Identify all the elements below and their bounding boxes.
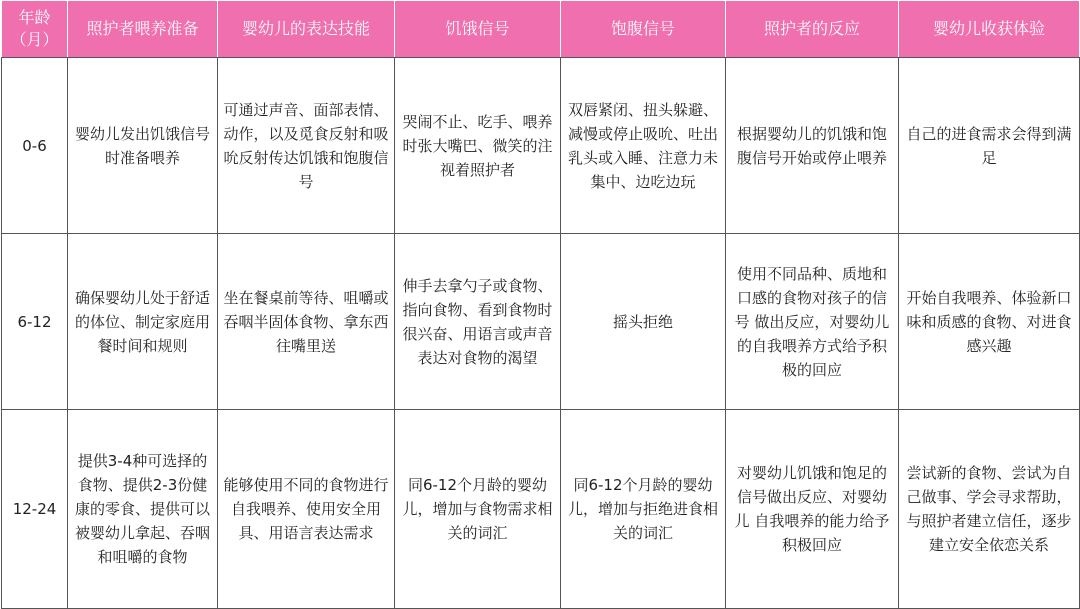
fullness-signals-cell: 同6-12个月龄的婴幼儿，增加与拒绝进食相关的词汇 xyxy=(561,410,726,609)
age-cell: 6-12 xyxy=(2,234,68,410)
header-age xyxy=(2,1,68,58)
feeding-signals-table xyxy=(1,0,1080,609)
caregiver-prep-cell: 提供3-4种可选择的食物、提供2-3份健康的零食、提供可以被婴幼儿拿起、吞咽和咀嚼的食物 xyxy=(68,410,218,609)
fullness-signals-cell: 摇头拒绝 xyxy=(561,234,726,410)
infant-experience-cell: 自己的进食需求会得到满足 xyxy=(899,58,1080,234)
table-row xyxy=(2,234,1080,410)
table-row xyxy=(2,58,1080,234)
age-cell: 12-24 xyxy=(2,410,68,609)
caregiver-response-cell: 根据婴幼儿的饥饿和饱腹信号开始或停止喂养 xyxy=(726,58,899,234)
header-infant-skills: 婴幼儿的表达技能 xyxy=(218,1,395,58)
infant-skills-cell: 能够使用不同的食物进行自我喂养、使用安全用具、用语言表达需求 xyxy=(218,410,395,609)
caregiver-prep-cell: 确保婴幼儿处于舒适的体位、制定家庭用餐时间和规则 xyxy=(68,234,218,410)
header-fullness-signals: 饱腹信号 xyxy=(561,1,726,58)
age-cell: 0-6 xyxy=(2,58,68,234)
header-row xyxy=(2,1,1080,58)
header-caregiver-prep: 照护者喂养准备 xyxy=(68,1,218,58)
table-row xyxy=(2,410,1080,609)
header-infant-experience: 婴幼儿收获体验 xyxy=(899,1,1080,58)
caregiver-prep-cell: 婴幼儿发出饥饿信号时准备喂养 xyxy=(68,58,218,234)
header-age-line2: （月） xyxy=(10,30,59,49)
fullness-signals-cell: 双唇紧闭、扭头躲避、减慢或停止吸吮、吐出乳头或入睡、注意力未集中、边吃边玩 xyxy=(561,58,726,234)
caregiver-response-cell: 对婴幼儿饥饿和饱足的信号做出反应、对婴幼儿 自我喂养的能力给予积极回应 xyxy=(726,410,899,609)
infant-experience-cell: 开始自我喂养、体验新口味和质感的食物、对进食感兴趣 xyxy=(899,234,1080,410)
hunger-signals-cell: 哭闹不止、吃手、喂养时张大嘴巴、微笑的注视着照护者 xyxy=(395,58,561,234)
infant-skills-cell: 坐在餐桌前等待、咀嚼或吞咽半固体食物、拿东西往嘴里送 xyxy=(218,234,395,410)
infant-experience-cell: 尝试新的食物、尝试为自己做事、学会寻求帮助，与照护者建立信任，逐步建立安全依恋关系 xyxy=(899,410,1080,609)
header-age-line1: 年龄 xyxy=(18,8,51,27)
header-caregiver-response: 照护者的反应 xyxy=(726,1,899,58)
hunger-signals-cell: 伸手去拿勺子或食物、指向食物、看到食物时很兴奋、用语言或声音表达对食物的渴望 xyxy=(395,234,561,410)
hunger-signals-cell: 同6-12个月龄的婴幼儿，增加与食物需求相关的词汇 xyxy=(395,410,561,609)
caregiver-response-cell: 使用不同品种、质地和口感的食物对孩子的信号 做出反应，对婴幼儿的自我喂养方式给予积极的回应 xyxy=(726,234,899,410)
header-hunger-signals: 饥饿信号 xyxy=(395,1,561,58)
infant-skills-cell: 可通过声音、面部表情、动作，以及觅食反射和吸吮反射传达饥饿和饱腹信号 xyxy=(218,58,395,234)
